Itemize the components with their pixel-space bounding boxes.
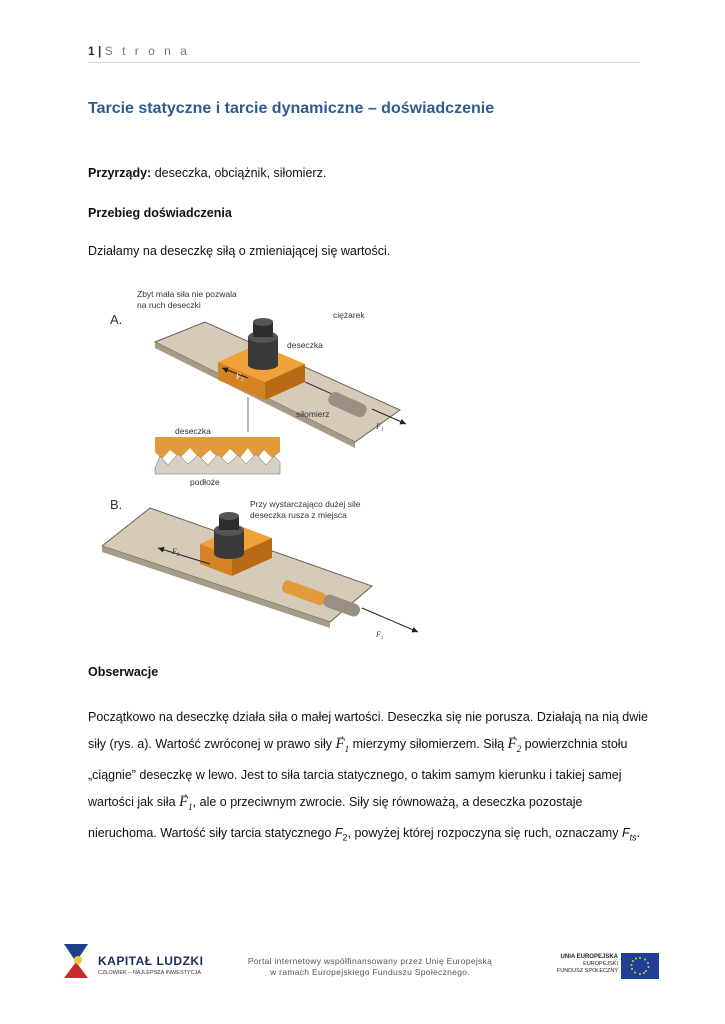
figure-a-label: A.: [110, 312, 123, 327]
weight-b: [214, 512, 244, 559]
kapital-ludzki-logo-icon: [60, 940, 96, 980]
instruments-label: Przyrządy:: [88, 166, 152, 180]
f1-symbol: → $F_1$: [336, 736, 350, 752]
label-weight: ciężarek: [333, 310, 365, 320]
portal-note: Portal internetowy współfinansowany przez Unię Europejską w ramach Europejskiego Funduszu Społecznego.: [247, 956, 493, 977]
label-f1-b: $F_1$: [376, 630, 384, 641]
kapital-ludzki-title: KAPITAŁ LUDZKI: [98, 954, 204, 968]
surface-inset: [155, 437, 280, 474]
instruments-line: [88, 166, 326, 180]
instruments-text: deseczka, obciążnik, siłomierz.: [151, 166, 327, 180]
figure-a-caption-2: na ruch deseczki: [137, 300, 201, 310]
page-header: [88, 44, 640, 63]
header-separator: |: [98, 44, 102, 58]
label-meter: siłomierz: [296, 409, 330, 419]
figure-a-caption-1: Zbyt mała siła nie pozwala: [137, 289, 237, 299]
observations-heading: Obserwacje: [88, 665, 159, 679]
experiment-figure: [100, 282, 430, 652]
figure-b-label: B.: [110, 497, 123, 512]
kapital-ludzki-subtitle: CZŁOWIEK – NAJLEPSZA INWESTYCJA: [98, 970, 201, 976]
eu-flag-icon: [621, 953, 659, 979]
inset-ground-label: podłoże: [190, 477, 220, 487]
procedure-heading: Przebieg doświadczenia: [88, 206, 232, 220]
page-footer: [60, 940, 670, 990]
label-f1-a: $F_1$: [376, 422, 384, 433]
figure-b-caption-2: deseczka rusza z miejsca: [250, 510, 347, 520]
page-title: Tarcie statyczne i tarcie dynamiczne – doświadczenie: [88, 100, 495, 117]
weight-a: [248, 318, 278, 370]
label-f2-a: $F_2$: [236, 372, 244, 383]
label-f2-b: $F_2$: [172, 547, 180, 558]
figure-b-caption-1: Przy wystarczająco dużej sile: [250, 499, 361, 509]
observations-paragraph: Początkowo na deseczkę działa siła o małej wartości. Deseczka się nie porusza. Działają na nią dwie siły (rys. a). Wartość zwróconej w prawo siły → $F_1$ mierzymy siłomierzem. Siłą → $F_2$ powierzchnia stołu „ciągnie” deseczkę w lewo. Jest to siła tarcia statycznego, o takim samym kierunku i takiej samej wartości jak siła → $F_1$, ale o przeciwnym zwrocie. Siły się równoważą, a deseczka pozostaje nieruchoma. Wartość siły tarcia statycznego $F_2$, powyżej której rozpoczyna się ruch, oznaczamy $F_{ts}$.: [88, 704, 648, 851]
f2-symbol: → $F_2$: [508, 736, 522, 752]
inset-board-label: deseczka: [175, 426, 211, 436]
page-number: 1: [88, 44, 95, 58]
header-label: S t r o n a: [104, 44, 190, 58]
label-board: deseczka: [287, 340, 323, 350]
procedure-text: Działamy na deseczkę siłą o zmieniającej się wartości.: [88, 244, 391, 258]
f1-symbol-2: → $F_1$: [179, 794, 193, 810]
eu-text: UNIA EUROPEJSKA EUROPEJSKI FUNDUSZ SPOŁECZNY: [556, 954, 618, 974]
